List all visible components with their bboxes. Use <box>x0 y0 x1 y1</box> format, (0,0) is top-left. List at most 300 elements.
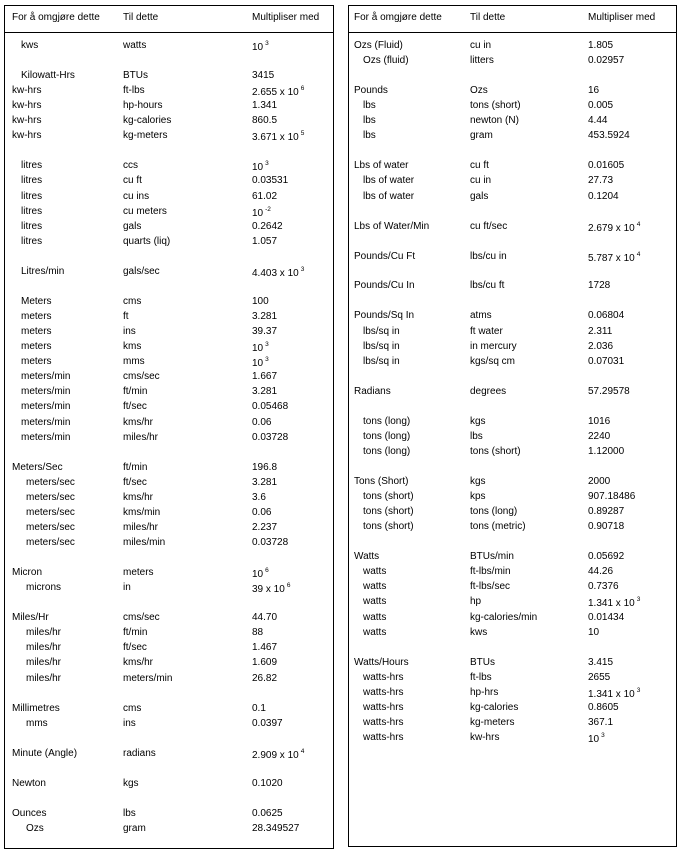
multiplier: 2.679 x 10 $^4$ <box>588 220 641 234</box>
from-unit: litres <box>21 205 43 217</box>
from-unit: meters/min <box>21 401 71 413</box>
from-unit: watts <box>363 566 387 578</box>
conversion-row <box>5 822 333 837</box>
to-unit: BTUs <box>470 656 495 668</box>
conversion-row <box>349 475 676 490</box>
to-unit: miles/hr <box>123 431 159 443</box>
to-unit: kms/min <box>123 506 161 518</box>
to-unit: cms <box>123 295 142 307</box>
conversion-row <box>5 159 333 174</box>
multiplier: 0.07031 <box>588 355 625 367</box>
from-unit: kw-hrs <box>12 115 42 127</box>
to-unit: cms/sec <box>123 612 160 624</box>
exponent: -2 <box>265 205 271 213</box>
multiplier: 0.03728 <box>252 537 289 549</box>
multiplier: 3.281 <box>252 476 278 488</box>
conversion-row <box>349 611 676 626</box>
from-unit: watts-hrs <box>363 716 404 728</box>
conversion-row <box>5 370 333 385</box>
to-unit: gram <box>470 130 493 142</box>
to-unit: cu meters <box>123 205 167 217</box>
right-conversion-table <box>348 5 677 847</box>
multiplier: 0.005 <box>588 100 614 112</box>
conversion-row <box>349 595 676 610</box>
to-unit: miles/min <box>123 537 166 549</box>
to-unit: mms <box>123 356 145 368</box>
conversion-row <box>349 129 676 144</box>
multiplier: 196.8 <box>252 461 278 473</box>
to-unit: ft water <box>470 325 503 337</box>
conversion-row <box>349 701 676 716</box>
header-multiply: Multipliser med <box>252 12 320 23</box>
group-spacer <box>5 551 333 566</box>
from-unit: miles/hr <box>26 642 62 654</box>
from-unit: litres <box>21 175 43 187</box>
conversion-row <box>349 565 676 580</box>
from-unit: watts-hrs <box>363 686 404 698</box>
conversion-row <box>5 174 333 189</box>
to-unit: gals <box>470 190 489 202</box>
exponent: 3 <box>300 265 305 273</box>
conversion-row <box>349 671 676 686</box>
multiplier: 5.787 x 10 $^4$ <box>588 250 641 264</box>
to-unit: in <box>123 582 131 594</box>
from-unit: Pounds/Cu Ft <box>354 250 416 262</box>
from-unit: meters <box>21 356 52 368</box>
multiplier: 0.7376 <box>588 581 619 593</box>
exponent: 4 <box>300 747 305 755</box>
exponent: 3 <box>636 686 641 694</box>
multiplier: 0.0625 <box>252 807 283 819</box>
multiplier: 860.5 <box>252 115 278 127</box>
to-unit: gals <box>123 220 142 232</box>
multiplier: 0.03728 <box>252 431 289 443</box>
from-unit: meters/min <box>21 416 71 428</box>
conversion-row <box>5 355 333 370</box>
to-unit: hp-hrs <box>470 686 499 698</box>
from-unit: Ozs <box>26 822 44 834</box>
from-unit: Radians <box>354 385 391 397</box>
conversion-row <box>349 114 676 129</box>
group-spacer <box>349 641 676 656</box>
conversion-row <box>349 355 676 370</box>
to-unit: tons (short) <box>470 100 521 112</box>
multiplier: 16 <box>588 85 600 97</box>
multiplier: 0.1 <box>252 702 266 714</box>
group-spacer <box>349 69 676 84</box>
multiplier: 44.26 <box>588 566 614 578</box>
to-unit: kms/hr <box>123 491 153 503</box>
from-unit: litres <box>21 235 43 247</box>
multiplier: 1.341 <box>252 100 278 112</box>
conversion-row <box>5 190 333 205</box>
group-spacer <box>349 295 676 310</box>
multiplier: 1728 <box>588 280 611 292</box>
from-unit: watts <box>363 596 387 608</box>
to-unit: litters <box>470 55 494 67</box>
multiplier: 453.5924 <box>588 130 630 142</box>
exponent: 6 <box>300 85 305 93</box>
from-unit: Pounds/Cu In <box>354 280 415 292</box>
to-unit: ft/min <box>123 461 148 473</box>
exponent: 5 <box>300 130 305 138</box>
to-unit: tons (metric) <box>470 521 526 533</box>
to-unit: kgs <box>470 475 486 487</box>
right-table-header <box>349 6 676 33</box>
multiplier: 39 x 10 $^6$ <box>252 582 291 596</box>
to-unit: kw-hrs <box>470 732 500 744</box>
to-unit: ft/min <box>123 627 148 639</box>
conversion-row <box>5 672 333 687</box>
conversion-row <box>349 159 676 174</box>
multiplier: 27.73 <box>588 175 614 187</box>
multiplier: 0.1204 <box>588 190 619 202</box>
from-unit: kw-hrs <box>12 130 42 142</box>
to-unit: kg-meters <box>470 716 515 728</box>
left-conversion-table <box>4 5 334 849</box>
conversion-row <box>349 220 676 235</box>
conversion-row <box>5 340 333 355</box>
from-unit: Ozs (Fluid) <box>354 40 403 51</box>
multiplier: 1.805 <box>588 40 614 51</box>
left-table-header <box>5 6 333 33</box>
header-from: For å omgjøre dette <box>12 12 100 23</box>
header-multiply: Multipliser med <box>588 12 656 23</box>
conversion-row <box>349 656 676 671</box>
conversion-row <box>349 686 676 701</box>
from-unit: Ounces <box>12 807 47 819</box>
multiplier: 0.2642 <box>252 220 283 232</box>
group-spacer <box>5 446 333 461</box>
to-unit: in mercury <box>470 340 517 352</box>
to-unit: kgs/sq cm <box>470 355 516 367</box>
conversion-row <box>5 506 333 521</box>
multiplier: 10 $^3$ <box>252 341 269 355</box>
conversion-row <box>5 416 333 431</box>
conversion-row <box>5 521 333 536</box>
multiplier: 1.609 <box>252 657 278 669</box>
group-spacer <box>349 370 676 385</box>
from-unit: lbs/sq in <box>363 355 400 367</box>
multiplier: 2.237 <box>252 521 278 533</box>
conversion-row <box>349 415 676 430</box>
to-unit: cms <box>123 702 142 714</box>
conversion-row <box>349 84 676 99</box>
to-unit: newton (N) <box>470 115 519 127</box>
from-unit: meters/sec <box>26 476 75 488</box>
from-unit: mms <box>26 717 48 729</box>
multiplier: 4.44 <box>588 115 608 127</box>
multiplier: 0.06 <box>252 506 272 518</box>
from-unit: tons (long) <box>363 445 411 457</box>
to-unit: degrees <box>470 385 507 397</box>
exponent: 3 <box>636 596 641 604</box>
from-unit: meters/min <box>21 371 71 383</box>
to-unit: radians <box>123 747 156 759</box>
to-unit: kgs <box>123 777 139 789</box>
to-unit: ins <box>123 717 136 729</box>
conversion-row <box>5 325 333 340</box>
group-spacer <box>5 732 333 747</box>
multiplier: 0.1020 <box>252 777 283 789</box>
conversion-row <box>5 491 333 506</box>
group-spacer <box>349 265 676 280</box>
conversion-row <box>5 566 333 581</box>
to-unit: ft-lbs/sec <box>470 581 511 593</box>
conversion-row <box>5 777 333 792</box>
conversion-row <box>349 39 676 54</box>
conversion-row <box>5 235 333 250</box>
from-unit: lbs/sq in <box>363 325 400 337</box>
multiplier: 10 <box>588 626 600 638</box>
from-unit: tons (short) <box>363 506 414 518</box>
from-unit: kw-hrs <box>12 100 42 112</box>
to-unit: hp-hours <box>123 100 163 112</box>
conversion-row <box>349 716 676 731</box>
to-unit: cu ins <box>123 190 150 202</box>
multiplier: 2.909 x 10 $^4$ <box>252 747 305 761</box>
group-spacer <box>349 400 676 415</box>
group-spacer <box>5 250 333 265</box>
to-unit: lbs <box>123 807 136 819</box>
from-unit: Kilowatt-Hrs <box>21 69 75 81</box>
from-unit: tons (long) <box>363 415 411 427</box>
conversion-row <box>349 174 676 189</box>
to-unit: cu ft/sec <box>470 220 508 232</box>
from-unit: meters <box>21 325 52 337</box>
conversion-row <box>349 54 676 69</box>
from-unit: kw-hrs <box>12 85 42 97</box>
to-unit: kg-calories <box>470 701 519 713</box>
to-unit: ft-lbs <box>470 671 492 683</box>
multiplier: 0.05468 <box>252 401 289 413</box>
to-unit: ft/sec <box>123 401 147 413</box>
from-unit: lbs/sq in <box>363 340 400 352</box>
to-unit: cu in <box>470 175 492 187</box>
to-unit: lbs <box>470 430 483 442</box>
conversion-row <box>5 84 333 99</box>
left-table-body <box>5 33 333 837</box>
multiplier: 0.01605 <box>588 160 625 172</box>
from-unit: miles/hr <box>26 657 62 669</box>
to-unit: kms/hr <box>123 657 153 669</box>
conversion-row <box>5 69 333 84</box>
to-unit: cms/sec <box>123 371 160 383</box>
to-unit: cu ft <box>470 160 489 172</box>
from-unit: Watts/Hours <box>354 656 409 668</box>
multiplier: 0.05692 <box>588 551 625 563</box>
conversion-row <box>5 99 333 114</box>
conversion-row <box>5 310 333 325</box>
from-unit: miles/hr <box>26 672 62 684</box>
from-unit: Micron <box>12 567 43 579</box>
multiplier: 0.8605 <box>588 701 619 713</box>
conversion-row <box>349 520 676 535</box>
conversion-row <box>349 279 676 294</box>
from-unit: Pounds/Sq In <box>354 310 415 322</box>
conversion-row <box>5 220 333 235</box>
multiplier: 2.655 x 10 $^6$ <box>252 85 305 99</box>
multiplier: 4.403 x 10 $^3$ <box>252 265 305 279</box>
multiplier: 3.6 <box>252 491 266 503</box>
from-unit: Lbs of water <box>354 160 409 172</box>
group-spacer <box>5 596 333 611</box>
multiplier: 61.02 <box>252 190 278 202</box>
to-unit: hp <box>470 596 482 608</box>
from-unit: Minute (Angle) <box>12 747 78 759</box>
from-unit: litres <box>21 190 43 202</box>
from-unit: meters <box>21 341 52 353</box>
group-spacer <box>349 205 676 220</box>
multiplier: 44.70 <box>252 612 278 624</box>
conversion-row <box>5 476 333 491</box>
multiplier: 26.82 <box>252 672 278 684</box>
to-unit: kps <box>470 490 486 502</box>
header-from: For å omgjøre dette <box>354 12 442 23</box>
conversion-row <box>5 461 333 476</box>
to-unit: ccs <box>123 160 138 172</box>
to-unit: cu ft <box>123 175 142 187</box>
to-unit: gram <box>123 822 146 834</box>
multiplier: 57.29578 <box>588 385 630 397</box>
conversion-row <box>349 490 676 505</box>
to-unit: BTUs <box>123 69 148 81</box>
from-unit: lbs of water <box>363 175 415 187</box>
multiplier: 10 $^3$ <box>252 356 269 370</box>
multiplier: 1.341 x 10 $^3$ <box>588 596 641 610</box>
from-unit: meters/min <box>21 386 71 398</box>
multiplier: 39.37 <box>252 325 278 337</box>
conversion-row <box>5 641 333 656</box>
multiplier: 10 $^3$ <box>252 40 269 53</box>
multiplier: 1.057 <box>252 235 278 247</box>
to-unit: kg-calories/min <box>470 611 538 623</box>
from-unit: Miles/Hr <box>12 612 49 624</box>
conversion-row <box>349 385 676 400</box>
multiplier: 10 $^3$ <box>588 732 605 746</box>
from-unit: Tons (Short) <box>354 475 409 487</box>
to-unit: meters <box>123 567 154 579</box>
from-unit: meters/sec <box>26 506 75 518</box>
from-unit: lbs <box>363 130 376 142</box>
conversion-row <box>5 129 333 144</box>
to-unit: kg-calories <box>123 115 172 127</box>
to-unit: kms/hr <box>123 416 153 428</box>
conversion-row <box>5 536 333 551</box>
from-unit: watts <box>363 611 387 623</box>
group-spacer <box>5 144 333 159</box>
multiplier: 3.671 x 10 $^5$ <box>252 130 305 144</box>
conversion-row <box>5 702 333 717</box>
conversion-row <box>349 309 676 324</box>
group-spacer <box>349 460 676 475</box>
to-unit: tons (long) <box>470 506 518 518</box>
multiplier: 1.667 <box>252 371 278 383</box>
from-unit: meters <box>21 310 52 322</box>
from-unit: watts-hrs <box>363 671 404 683</box>
conversion-row <box>5 114 333 129</box>
multiplier: 0.02957 <box>588 55 625 67</box>
conversion-row <box>5 205 333 220</box>
from-unit: tons (short) <box>363 490 414 502</box>
multiplier: 2655 <box>588 671 611 683</box>
multiplier: 0.90718 <box>588 521 625 533</box>
header-to: Til dette <box>470 12 506 23</box>
conversion-row <box>5 431 333 446</box>
conversion-row <box>349 190 676 205</box>
from-unit: meters/min <box>21 431 71 443</box>
conversion-row <box>349 445 676 460</box>
from-unit: miles/hr <box>26 627 62 639</box>
multiplier: 2.036 <box>588 340 614 352</box>
to-unit: BTUs/min <box>470 551 514 563</box>
multiplier: 1.341 x 10 $^3$ <box>588 686 641 700</box>
exponent: 4 <box>636 250 641 258</box>
group-spacer <box>5 792 333 807</box>
from-unit: watts-hrs <box>363 732 404 744</box>
from-unit: Watts <box>354 551 380 563</box>
multiplier: 10 $^{-2}$ <box>252 205 271 219</box>
group-spacer <box>5 54 333 69</box>
conversion-row <box>5 581 333 596</box>
multiplier: 907.18486 <box>588 490 636 502</box>
conversion-row <box>5 747 333 762</box>
to-unit: ft/sec <box>123 642 147 654</box>
exponent: 3 <box>265 341 269 349</box>
multiplier: 2.311 <box>588 325 613 337</box>
multiplier: 3.281 <box>252 386 278 398</box>
multiplier: 2000 <box>588 475 611 487</box>
exponent: 3 <box>265 40 269 47</box>
exponent: 3 <box>265 160 269 168</box>
conversion-row <box>349 505 676 520</box>
multiplier: 28.349527 <box>252 822 300 834</box>
exponent: 3 <box>265 356 269 364</box>
to-unit: ft-lbs <box>123 85 145 97</box>
from-unit: tons (short) <box>363 521 414 533</box>
exponent: 6 <box>265 567 269 575</box>
multiplier: 2240 <box>588 430 611 442</box>
multiplier: 367.1 <box>588 716 614 728</box>
to-unit: cu in <box>470 40 492 51</box>
to-unit: kms <box>123 341 142 353</box>
from-unit: Ozs (fluid) <box>363 55 409 67</box>
from-unit: Litres/min <box>21 265 65 277</box>
conversion-row <box>349 550 676 565</box>
from-unit: Newton <box>12 777 46 789</box>
exponent: 6 <box>286 582 291 590</box>
multiplier: 0.06804 <box>588 310 625 322</box>
from-unit: microns <box>26 582 62 594</box>
group-spacer <box>5 687 333 702</box>
to-unit: atms <box>470 310 492 322</box>
header-to: Til dette <box>123 12 159 23</box>
multiplier: 88 <box>252 627 264 639</box>
multiplier: 0.06 <box>252 416 272 428</box>
from-unit: watts <box>363 626 387 638</box>
to-unit: watts <box>123 40 147 51</box>
right-table-body <box>349 33 676 746</box>
to-unit: meters/min <box>123 672 173 684</box>
from-unit: kws <box>21 40 39 51</box>
multiplier: 10 $^6$ <box>252 567 269 581</box>
conversion-row <box>5 807 333 822</box>
to-unit: lbs/cu in <box>470 250 507 262</box>
from-unit: Lbs of Water/Min <box>354 220 430 232</box>
multiplier: 10 $^3$ <box>252 160 269 174</box>
multiplier: 1.467 <box>252 642 278 654</box>
conversion-row <box>349 99 676 114</box>
